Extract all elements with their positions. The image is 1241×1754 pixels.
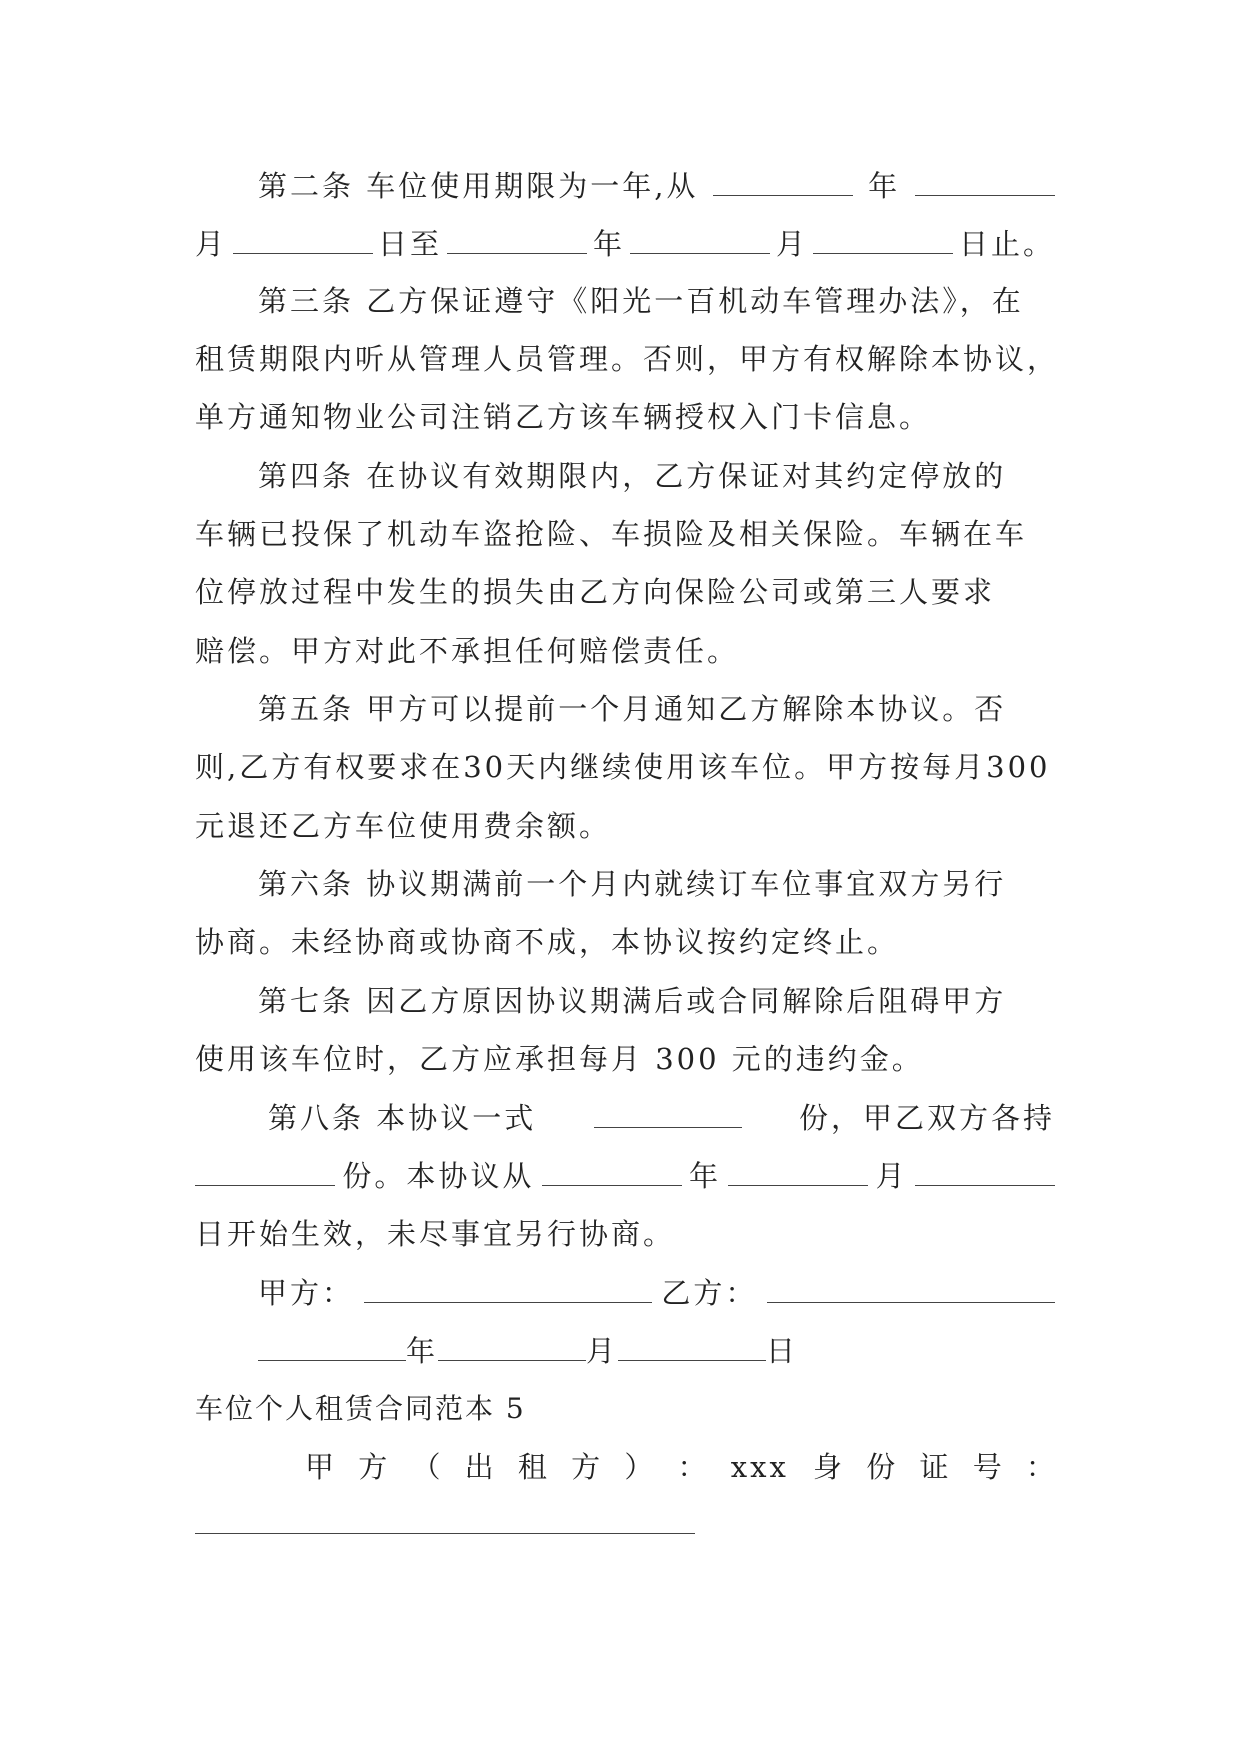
signature-line xyxy=(258,1273,1055,1313)
article-3-line: 租赁期限内听从管理人员管理。否则，甲方有权解除本协议， xyxy=(195,342,1060,376)
party-a-signature-blank xyxy=(364,1276,652,1303)
blank-field xyxy=(713,169,853,196)
lessor-name: xxx xyxy=(730,1450,789,1484)
party-a-label: 甲方： xyxy=(258,1276,355,1310)
article-2-text: 月 xyxy=(195,227,228,261)
article-2-text: 月 xyxy=(775,227,808,261)
article-2-text: 年 xyxy=(868,169,901,203)
lessor-text: 份 xyxy=(866,1450,896,1484)
article-8-text: 年 xyxy=(688,1159,721,1193)
article-5-line: 元退还乙方车位使用费余额。 xyxy=(195,809,612,843)
lessor-text: ） xyxy=(624,1450,654,1484)
article-2-text: 年 xyxy=(592,227,625,261)
article-4-line: 第四条 在协议有效期限内，乙方保证对其约定停放的 xyxy=(258,459,1007,493)
year-label: 年 xyxy=(406,1334,439,1368)
day-blank xyxy=(618,1334,766,1361)
section-title: 车位个人租赁合同范本 5 xyxy=(195,1392,526,1425)
article-7-line: 第七条 因乙方原因协议期满后或合同解除后阻碍甲方 xyxy=(258,984,1007,1018)
article-3-line: 单方通知物业公司注销乙方该车辆授权入门卡信息。 xyxy=(195,400,932,434)
blank-field xyxy=(728,1159,868,1186)
blank-field xyxy=(915,169,1055,196)
id-number-line xyxy=(195,1504,1055,1544)
blank-field xyxy=(630,227,770,254)
blank-field xyxy=(542,1159,682,1186)
lessor-text: 证 xyxy=(919,1450,949,1484)
blank-field xyxy=(594,1101,742,1128)
article-6-line: 第六条 协议期满前一个月内就续订车位事宜双方另行 xyxy=(258,867,1007,901)
article-2-text: 第二条 车位使用期限为一年,从 xyxy=(258,169,699,203)
article-8-line-2 xyxy=(195,1156,1055,1196)
article-5-line: 则,乙方有权要求在30天内继续使用该车位。甲方按每月300 xyxy=(195,750,1051,784)
article-4-line: 赔偿。甲方对此不承担任何赔偿责任。 xyxy=(195,634,740,668)
article-8-text: 月 xyxy=(875,1159,908,1193)
article-3-line: 第三条 乙方保证遵守《阳光一百机动车管理办法》，在 xyxy=(258,284,1024,318)
lessor-text: （ xyxy=(411,1450,441,1484)
lessor-text: 出 xyxy=(464,1450,494,1484)
lessor-text: 身 xyxy=(813,1450,843,1484)
article-2-line-1 xyxy=(258,166,1055,206)
article-8-text: 第八条 本协议一式 xyxy=(268,1101,537,1135)
year-blank xyxy=(258,1334,406,1361)
blank-field xyxy=(813,227,953,254)
lessor-text: 方 xyxy=(358,1450,388,1484)
blank-field xyxy=(447,227,587,254)
article-5-line: 第五条 甲方可以提前一个月通知乙方解除本协议。否 xyxy=(258,692,1007,726)
blank-field xyxy=(195,1159,335,1186)
lessor-text: ： xyxy=(1025,1450,1055,1484)
article-2-text: 日止。 xyxy=(958,227,1055,261)
article-7-line: 使用该车位时，乙方应承担每月 300 元的违约金。 xyxy=(195,1042,924,1076)
article-4-line: 车辆已投保了机动车盗抢险、车损险及相关保险。车辆在车 xyxy=(195,517,1028,551)
lessor-text: 方 xyxy=(571,1450,601,1484)
day-label: 日 xyxy=(766,1334,799,1368)
party-b-signature-blank xyxy=(767,1276,1055,1303)
article-2-line-2 xyxy=(195,224,1055,264)
blank-field xyxy=(915,1159,1055,1186)
lessor-text: 号 xyxy=(972,1450,1002,1484)
lessor-line xyxy=(305,1447,1055,1487)
article-8-text: 份，甲乙双方各持 xyxy=(798,1101,1055,1135)
month-label: 月 xyxy=(586,1334,619,1368)
article-8-line-1 xyxy=(268,1098,1055,1138)
month-blank xyxy=(438,1334,586,1361)
article-6-line: 协商。未经协商或协商不成，本协议按约定终止。 xyxy=(195,925,900,959)
article-2-text: 日至 xyxy=(377,227,442,261)
article-4-line: 位停放过程中发生的损失由乙方向保险公司或第三人要求 xyxy=(195,575,996,609)
lessor-text: 租 xyxy=(517,1450,547,1484)
article-8-text: 份。本协议从 xyxy=(342,1159,535,1193)
party-b-label: 乙方： xyxy=(661,1276,758,1310)
article-8-line-3: 日开始生效，未尽事宜另行协商。 xyxy=(195,1217,676,1251)
date-line xyxy=(258,1331,818,1371)
lessor-text: ： xyxy=(677,1450,707,1484)
id-number-blank xyxy=(195,1507,695,1534)
blank-field xyxy=(233,227,373,254)
lessor-text: 甲 xyxy=(305,1450,335,1484)
